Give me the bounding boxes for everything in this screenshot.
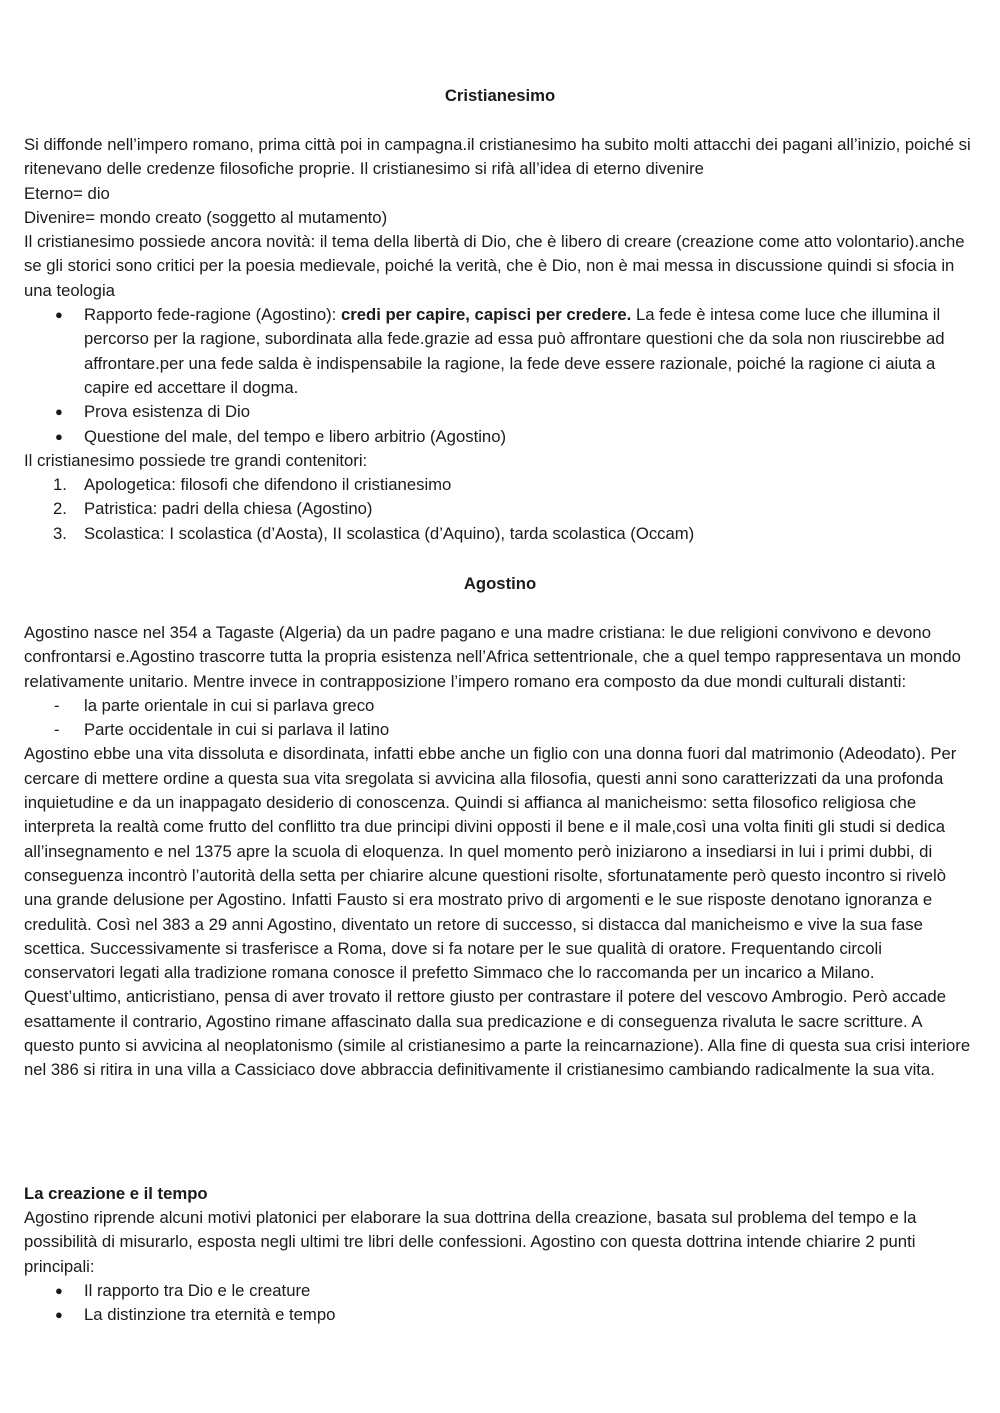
intro-paragraph: Si diffonde nell’impero romano, prima città poi in campagna.il cristianesimo ha subito molti attacchi dei pagani all’inizio, poiché si ritenevano delle credenze filosofiche proprie. Il cristianesimo si rifà all’idea di eterno divenire [24,135,971,179]
list-item [24,1303,976,1327]
agostino-biography-paragraph: Agostino ebbe una vita dissoluta e disordinata, infatti ebbe anche un figlio con una donna fuori dal matrimonio (Adeodato). Per cercare di mettere ordine a questa sua vita sregolata si avvicina alla filosofia, questi anni sono caratterizzati da una profonda inquietudine e da un inappagato desiderio di conoscenza. Quindi si affianca al manicheismo: setta filosofico religiosa che interpreta la realtà come frutto del conflitto tra due principi divini opposti il bene e il male,così una volta finiti gli studi si dedica all’insegnamento e nel 1375 apre la scuola di eloquenza. In quel momento però iniziarono a insediarsi in lui i primi dubbi, di conseguenza incontrò l’autorità della setta per chiarire alcune questioni risolte, sfortunatamente però questo incontro si rivelò una grande delusione per Agostino. Infatti Fausto si era mostrato privo di argomenti e le sue risposte denotano ignoranza e credulità. Così nel 383 a 29 anni Agostino, diventato un retore di successo, si distacca dal manicheismo e vive la sua fase scettica. Successivamente si trasferisce a Roma, dove si fa notare per le sue qualità di oratore. Frequentando circoli conservatori legati alla tradizione romana conosce il prefetto Simmaco che lo raccomanda per un incarico a Milano. Quest’ultimo, anticristiano, pensa di aver trovato il rettore giusto per contrastare il potere del vescovo Ambrogio. Però accade esattamente il contrario, Agostino rimane affascinato dalla sua predicazione e di conseguenza rivaluta le sacre scritture. A questo punto si avvicina al neoplatonismo (simile al cristianesimo a parte la reincarnazione). Alla fine di questa sua crisi interiore nel 386 si ritira in una villa a Cassiciaco dove abbraccia definitivamente il cristianesimo cambiando radicalmente la sua vita. [24,744,971,1080]
numbered-text: Scolastica: I scolastica (d’Aosta), II scolastica (d’Aquino), tarda scolastica (Occam) [84,523,695,543]
list-item [24,718,976,742]
numbered-text: Patristica: padri della chiesa (Agostino) [84,499,373,519]
list-item [24,497,976,521]
novita-paragraph: Il cristianesimo possiede ancora novità: il tema della libertà di Dio, che è libero di creare (creazione come atto volontario).anche se gli storici sono critici per la poesia medievale, poiché la verità, che è Dio, non è mai messa in discussione quindi si sfocia in una teologia [24,232,965,300]
list-item [24,694,976,718]
agostino-intro-paragraph: Agostino nasce nel 354 a Tagaste (Algeria) da un padre pagano e una madre cristiana: le due religioni convivono e devono confrontarsi e.Agostino trascorre tutta la propria esistenza nell’Africa settentrionale, che a quel tempo rappresentava un mondo relativamente unitario. Mentre invece in contrapposizione l’impero romano era composto da due mondi culturali distanti: [24,623,961,691]
cristianesimo-bullet-list [24,303,976,449]
containers-numbered-list [24,473,976,546]
dash-text: la parte orientale in cui si parlava greco [84,695,375,715]
containers-intro: Il cristianesimo possiede tre grandi contenitori: [24,450,368,470]
list-item [24,303,976,400]
divenire-line: Divenire= mondo creato (soggetto al mutamento) [24,207,388,227]
section-title-cristianesimo: Cristianesimo [444,86,556,105]
dash-marker: - [54,695,60,715]
list-item [24,400,976,424]
section-title-agostino: Agostino [463,574,537,593]
cristianesimo-intro [24,133,976,546]
eterno-line: Eterno= dio [24,183,110,203]
number-marker: 1. [53,475,67,495]
bullet-text-post: La fede è intesa come luce che illumina il percorso per la ragione, subordinata alla fede.grazie ad essa può affrontare questioni che da sola non riuscirebbe ad affrontare.per una fede salda è indispensabile la ragione, la fede deve essere razionale, poiché la ragione ci aiuta a capire ed accettare il dogma. [84,305,945,397]
agostino-content [24,621,976,1083]
agostino-dash-list [24,694,976,743]
creazione-content [24,1206,976,1327]
creazione-intro-paragraph: Agostino riprende alcuni motivi platonici per elaborare la sua dottrina della creazione, basata sul problema del tempo e la possibilità di misurarlo, esposta negli ultimi tre libri delle confessioni. Agostino con questa dottrina intende chiarire 2 punti principali: [24,1208,917,1276]
bullet-text: Il rapporto tra Dio e le creature [84,1280,311,1300]
bullet-text: La distinzione tra eternità e tempo [84,1305,336,1325]
bullet-marker: ● [55,404,63,420]
list-item [24,522,976,546]
bullet-text-pre: Rapporto fede-ragione (Agostino): [84,305,341,325]
bullet-marker: ● [55,307,63,323]
bullet-text: Prova esistenza di Dio [84,402,251,422]
bullet-marker: ● [55,428,63,444]
bullet-text-bold: credi per capire, capisci per credere. [340,305,632,325]
bullet-marker: ● [55,1282,63,1298]
list-item [24,1279,976,1303]
bullet-text: Questione del male, del tempo e libero arbitrio (Agostino) [84,426,507,446]
list-item [24,473,976,497]
dash-marker: - [54,720,60,740]
numbered-text: Apologetica: filosofi che difendono il cristianesimo [84,475,452,495]
dash-text: Parte occidentale in cui si parlava il latino [84,720,390,740]
bullet-marker: ● [55,1307,63,1323]
creazione-bullet-list [24,1279,976,1328]
number-marker: 3. [53,523,67,543]
list-item [24,425,976,449]
section-heading-creazione: La creazione e il tempo [24,1184,208,1203]
number-marker: 2. [53,499,67,519]
